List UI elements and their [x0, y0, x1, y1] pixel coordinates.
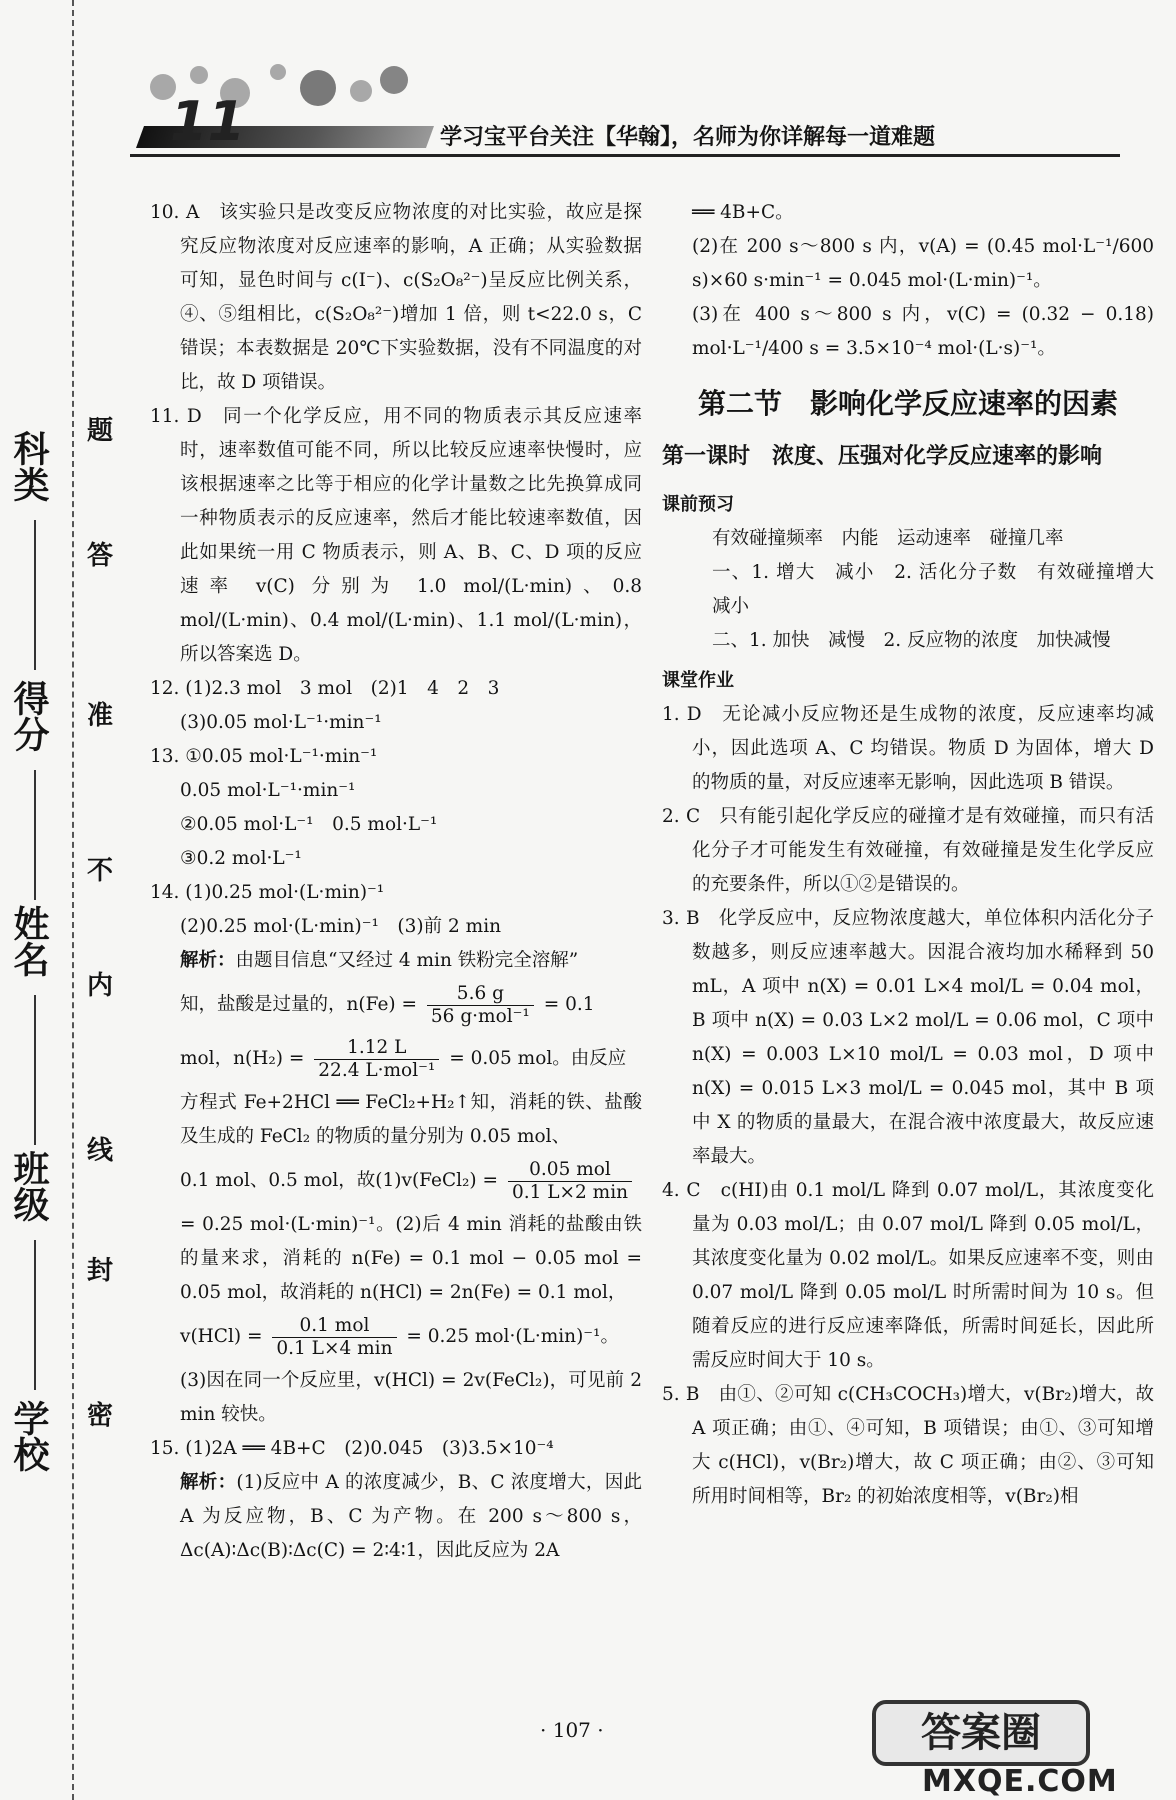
- field-line: [34, 520, 36, 670]
- seal-char: 答: [87, 541, 114, 571]
- answer-14-hcl: = 0.25 mol·(L·min)⁻¹。(2)后 4 min 消耗的盐酸由铁的量来求，消耗的 n(Fe) = 0.1 mol − 0.05 mol = 0.05 mol，故消耗的 n(HCl) = 2n(Fe) = 0.1 mol，: [180, 1214, 642, 1303]
- field-line: [34, 1240, 36, 1390]
- answer-12: 12. (1)2.3 mol 3 mol (2)1 4 2 3: [150, 678, 500, 699]
- answer-15-part3: (3)在 400 s～800 s 内，v(C) = (0.32 − 0.18) mol·L⁻¹/400 s = 3.5×10⁻⁴ mol·(L·s)⁻¹。: [692, 304, 1154, 359]
- watermark-logo: [872, 1700, 1162, 1799]
- fraction: $\frac{\text{0.05 mol}}{0.1 L\times 2 \min}$: [508, 1159, 632, 1204]
- answer-13-line2: 0.05 mol·L⁻¹·min⁻¹: [180, 780, 356, 801]
- fraction: $\frac{5.6 g}{\text{56 g·mol⁻¹}}$: [427, 983, 534, 1028]
- answer-13-line4: ③0.2 mol·L⁻¹: [180, 848, 302, 869]
- watermark-top: 答案圈: [872, 1700, 1090, 1766]
- logo-number: 11: [170, 90, 246, 153]
- answer-14-analysis: 解析：由题目信息“又经过 4 min 铁粉完全溶解”: [180, 950, 579, 971]
- answer-14-fe: 知，盐酸是过量的，n(Fe) = $\frac{5.6 g}{\text{56 g·mol⁻¹}}$ = 0.1: [180, 982, 595, 1027]
- answer-12-part3: (3)0.05 mol·L⁻¹·min⁻¹: [180, 712, 382, 733]
- section-title: 第二节 影响化学反应速率的因素: [697, 387, 1118, 420]
- header-tagline: 学习宝平台关注【华翰】，名师为你详解每一道难题: [440, 125, 936, 150]
- preview-line-2: 一、1. 增大 减小 2. 活化分子数 有效碰撞增大 减小: [712, 562, 1173, 617]
- field-subject: 科类: [8, 430, 49, 502]
- answer-13-line3: ②0.05 mol·L⁻¹ 0.5 mol·L⁻¹: [180, 814, 438, 835]
- header-rule: [130, 154, 1120, 157]
- classwork-5: 5. B 由①、②可知 c(CH₃COCH₃)增大，v(Br₂)增大，故 A 项正确；由①、④可知，B 项错误；由①、③可知增大 c(HCl)，v(Br₂)增大，故 C 项正确；由②、③可知所用时间相等，Br₂ 的初始浓度相等，v(Br₂)相: [662, 1384, 1154, 1507]
- seal-char: 内: [87, 971, 114, 1001]
- field-class: 班级: [8, 1150, 49, 1222]
- classwork-3: 3. B 化学反应中，反应物浓度越大，单位体积内活化分子数越多，则反应速率越大。因混合液均加水稀释到 50 mL，A 项中 n(X) = 0.01 L×4 mol/L = 0.04 mol，B 项中 n(X) = 0.03 L×2 mol/L = 0.06 mol，C 项中 n(X) = 0.003 L×10 mol/L = 0.03 mol，D 项中 n(X) = 0.015 L×3 mol/L = 0.045 mol，其中 B 项中 X 的物质的量最大，在混合液中浓度最大，故反应速率最大。: [662, 908, 1154, 1167]
- answer-14: 14. (1)0.25 mol·(L·min)⁻¹: [150, 882, 385, 903]
- field-line: [34, 770, 36, 900]
- analysis-label: 解析：: [180, 950, 236, 971]
- seal-char: 题: [87, 416, 114, 446]
- answer-15-analysis: 解析：(1)反应中 A 的浓度减少，B、C 浓度增大，因此 A 为反应物，B、C 为产物。在 200 s～800 s，Δc(A)∶Δc(B)∶Δc(C) = 2∶4∶1，因此反应为 2A: [180, 1472, 642, 1561]
- seal-char: 密: [87, 1401, 114, 1431]
- preview-heading: 课前预习: [662, 494, 734, 515]
- seal-char: 封: [87, 1256, 114, 1286]
- answer-13: 13. ①0.05 mol·L⁻¹·min⁻¹: [150, 746, 378, 767]
- fraction: $\frac{\text{0.1 mol}}{0.1 L\times 4 \min}$: [272, 1315, 396, 1360]
- cut-line: [72, 0, 74, 1800]
- seal-char: 准: [87, 701, 114, 731]
- brand-logo: [130, 60, 430, 160]
- page-header: [130, 60, 1090, 180]
- classwork-heading: 课堂作业: [662, 670, 734, 691]
- seal-char: 不: [87, 856, 114, 886]
- answer-14-equation: 方程式 Fe+2HCl ══ FeCl₂+H₂↑知，消耗的铁、盐酸及生成的 FeCl₂ 的物质的量分别为 0.05 mol、: [180, 1092, 642, 1147]
- answer-15-part2: (2)在 200 s～800 s 内，v(A) = (0.45 mol·L⁻¹/600 s)×60 s·min⁻¹ = 0.045 mol·(L·min)⁻¹。: [692, 236, 1154, 291]
- lesson-title: 第一课时 浓度、压强对化学反应速率的影响: [662, 444, 1103, 469]
- left-column: [150, 196, 642, 1568]
- preview-line-3: 二、1. 加快 减慢 2. 反应物的浓度 加快减慢: [712, 630, 1111, 651]
- preview-line-1: 有效碰撞频率 内能 运动速率 碰撞几率: [712, 528, 1064, 549]
- binding-margin: [0, 0, 114, 1800]
- field-score: 得分: [8, 680, 49, 752]
- watermark-url: MXQE.COM: [922, 1764, 1118, 1799]
- fraction: $\frac{1.12 L}{\text{22.4 L·mol⁻¹}}$: [314, 1037, 439, 1082]
- answer-15-cont: ══ 4B+C。: [692, 202, 794, 223]
- answer-14-rate: 0.1 mol、0.5 mol，故(1)v(FeCl₂) = $\frac{\text{0.05 mol}}{0.1 L\times 2 \min}$: [150, 1154, 642, 1208]
- classwork-1: 1. D 无论减小反应物还是生成物的浓度，反应速率均减小，因此选项 A、C 均错误。物质 D 为固体，增大 D 的物质的量，对反应速率无影响，因此选项 B 错误。: [662, 704, 1154, 793]
- seal-char: 线: [87, 1136, 114, 1166]
- answer-10: 10. A 该实验只是改变反应物浓度的对比实验，故应是探究反应物浓度对反应速率的影响，A 正确；从实验数据可知，显色时间与 c(I⁻)、c(S₂O₈²⁻)呈反应比例关系，④、⑤组相比，c(S₂O₈²⁻)增加 1 倍，则 t<22.0 s，C 错误；本表数据是 20℃下实验数据，没有不同温度的对比，故 D 项错误。: [150, 202, 642, 393]
- classwork-2: 2. C 只有能引起化学反应的碰撞才是有效碰撞，而只有活化分子才可能发生有效碰撞，有效碰撞是发生化学反应的充要条件，所以①②是错误的。: [662, 806, 1154, 895]
- field-name: 姓名: [8, 905, 49, 977]
- answer-14-part3: (3)因在同一个反应里，v(HCl) = 2v(FeCl₂)，可见前 2 min 较快。: [180, 1370, 642, 1425]
- answer-15: 15. (1)2A ══ 4B+C (2)0.045 (3)3.5×10⁻⁴: [150, 1438, 554, 1459]
- analysis-label: 解析：: [180, 1472, 237, 1493]
- field-line: [34, 995, 36, 1145]
- page-number: · 107 ·: [540, 1718, 604, 1742]
- answer-14-vhcl: v(HCl) = $\frac{\text{0.1 mol}}{0.1 L\times 4 \min}$ = 0.25 mol·(L·min)⁻¹。: [180, 1314, 619, 1359]
- right-column: [662, 196, 1173, 1514]
- answer-14-line2: (2)0.25 mol·(L·min)⁻¹ (3)前 2 min: [180, 916, 502, 937]
- answer-14-h2: mol，n(H₂) = $\frac{1.12 L}{\text{22.4 L·mol⁻¹}}$ = 0.05 mol。由反应: [180, 1036, 627, 1081]
- field-school: 学校: [8, 1400, 49, 1472]
- answer-11: 11. D 同一个化学反应，用不同的物质表示其反应速率时，速率数值可能不同，所以比较反应速率快慢时，应该根据速率之比等于相应的化学计量数之比先换算成同一种物质表示的反应速率，然后才能比较速率数值，因此如果统一用 C 物质表示，则 A、B、C、D 项的反应速率 v(C) 分别为 1.0 mol/(L·min)、0.8 mol/(L·min)、0.4 mol/(L·min)、1.1 mol/(L·min)，所以答案选 D。: [150, 406, 642, 665]
- classwork-4: 4. C c(HI)由 0.1 mol/L 降到 0.07 mol/L，其浓度变化量为 0.03 mol/L；由 0.07 mol/L 降到 0.05 mol/L，其浓度变化量为 0.02 mol/L。如果反应速率不变，则由 0.07 mol/L 降到 0.05 mol/L 时所需时间为 10 s。但随着反应的进行反应速率降低，所需时间延长，因此所需反应时间大于 10 s。: [662, 1180, 1154, 1371]
